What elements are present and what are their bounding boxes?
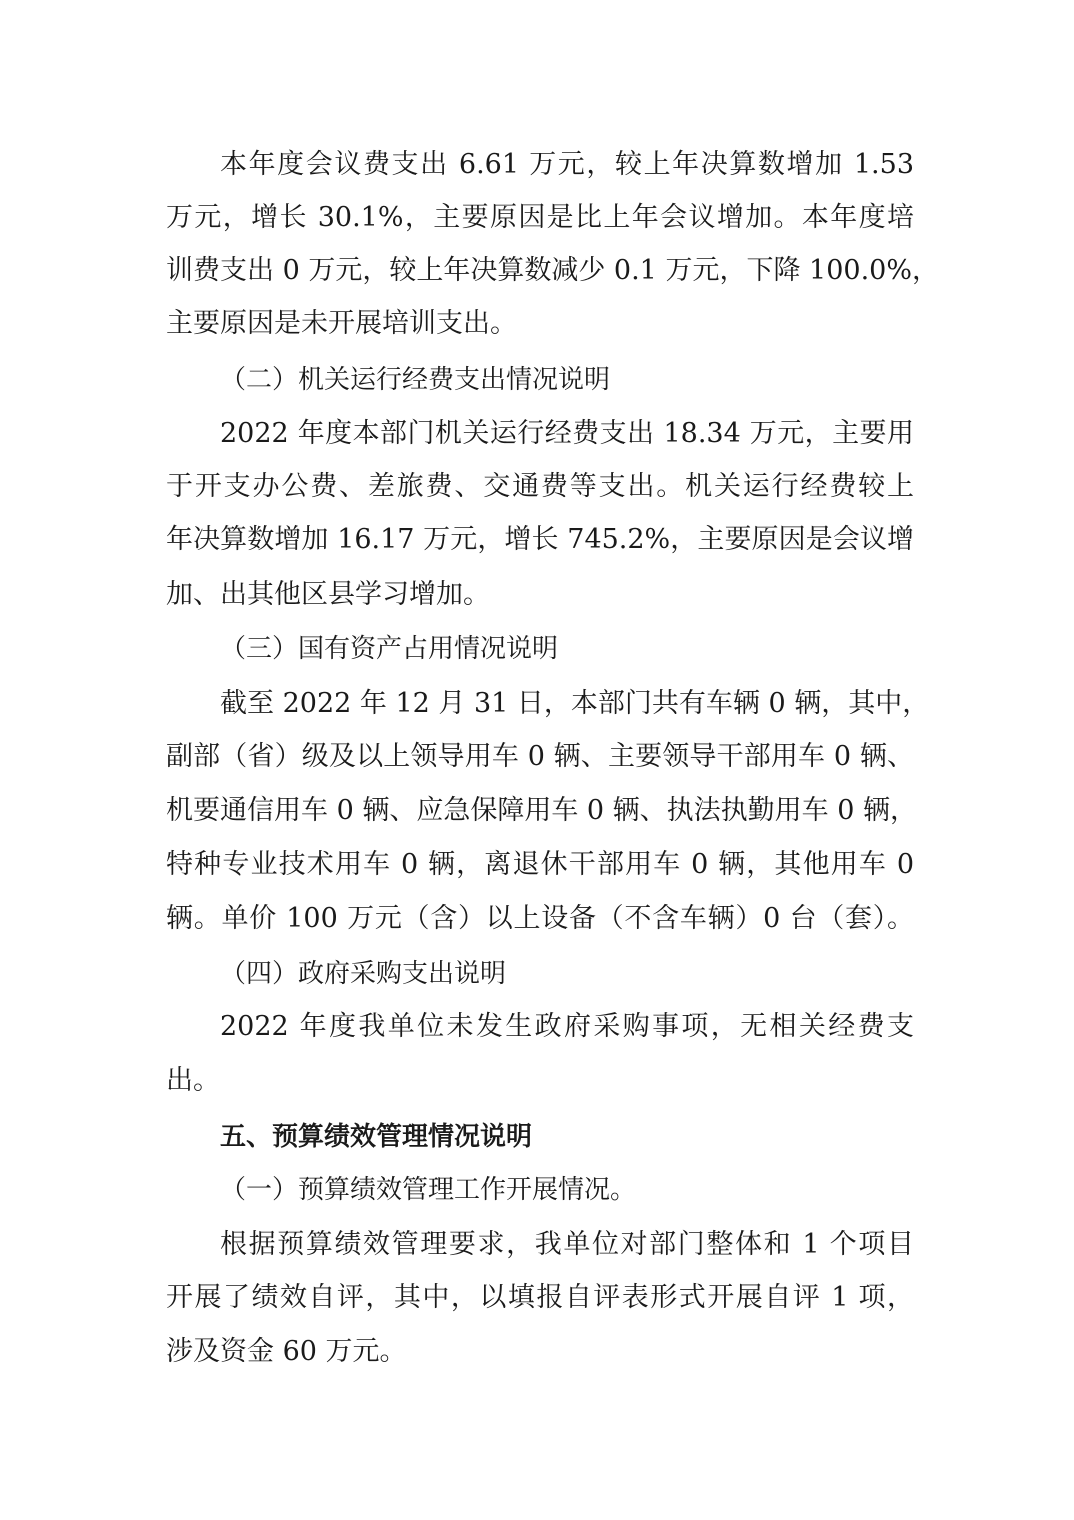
state-assets-line-4: 特种专业技术用车 0 辆，离退休干部用车 0 辆，其他用车 0 xyxy=(166,849,914,880)
state-assets-line-2: 副部（省）级及以上领导用车 0 辆、主要领导干部用车 0 辆、 xyxy=(166,741,914,772)
heading-performance-work: （一）预算绩效管理工作开展情况。 xyxy=(220,1175,637,1205)
meeting-training-line-4: 主要原因是未开展培训支出。 xyxy=(166,308,517,339)
performance-line-3: 涉及资金 60 万元。 xyxy=(166,1336,407,1367)
procurement-line-1: 2022 年度我单位未发生政府采购事项，无相关经费支 xyxy=(220,1011,914,1042)
meeting-training-line-3: 训费支出 0 万元，较上年决算数减少 0.1 万元，下降 100.0%， xyxy=(166,255,939,286)
operating-expenses-line-3: 年决算数增加 16.17 万元，增长 745.2%，主要原因是会议增 xyxy=(166,524,914,555)
heading-state-assets: （三）国有资产占用情况说明 xyxy=(220,634,559,664)
performance-line-2: 开展了绩效自评，其中，以填报自评表形式开展自评 1 项， xyxy=(166,1282,914,1313)
meeting-training-line-2: 万元，增长 30.1%，主要原因是比上年会议增加。本年度培 xyxy=(166,202,914,233)
state-assets-line-5: 辆。单价 100 万元（含）以上设备（不含车辆）0 台（套）。 xyxy=(166,903,914,934)
state-assets-line-3: 机要通信用车 0 辆、应急保障用车 0 辆、执法执勤用车 0 辆， xyxy=(166,795,918,826)
state-assets-line-1: 截至 2022 年 12 月 31 日，本部门共有车辆 0 辆，其中， xyxy=(220,688,930,719)
heading-operating-expenses: （二）机关运行经费支出情况说明 xyxy=(220,365,611,395)
meeting-training-line-1: 本年度会议费支出 6.61 万元，较上年决算数增加 1.53 xyxy=(220,149,914,180)
operating-expenses-line-2: 于开支办公费、差旅费、交通费等支出。机关运行经费较上 xyxy=(166,471,914,502)
procurement-line-2: 出。 xyxy=(166,1065,220,1096)
operating-expenses-line-4: 加、出其他区县学习增加。 xyxy=(166,579,490,610)
performance-line-1: 根据预算绩效管理要求，我单位对部门整体和 1 个项目 xyxy=(220,1229,914,1260)
section-performance-management: 五、预算绩效管理情况说明 xyxy=(220,1122,533,1152)
operating-expenses-line-1: 2022 年度本部门机关运行经费支出 18.34 万元，主要用 xyxy=(220,418,914,449)
heading-procurement: （四）政府采购支出说明 xyxy=(220,959,507,989)
